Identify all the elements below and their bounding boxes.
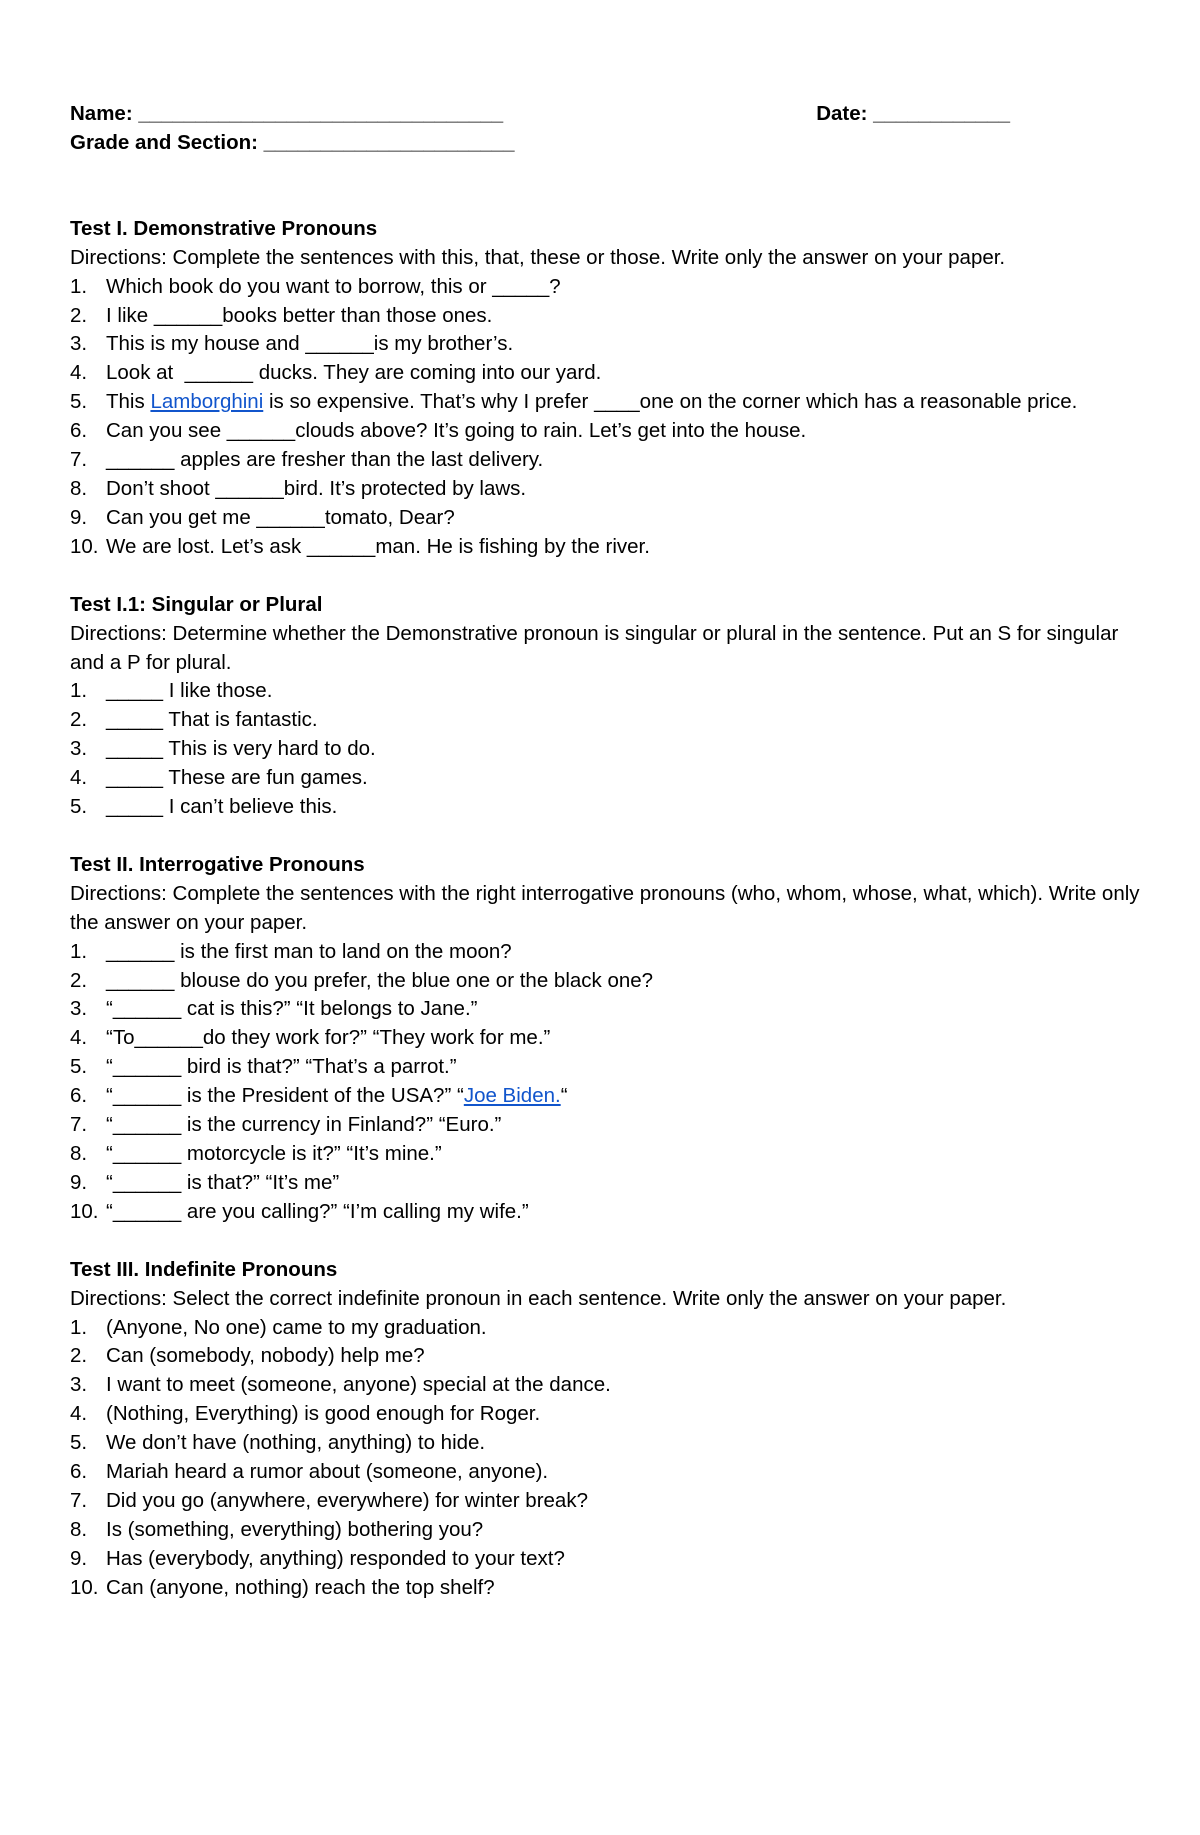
list-item [70, 1429, 1150, 1458]
item-number: 5. [70, 795, 88, 819]
item-text: “______ is that?” “It’s me” [106, 1170, 340, 1194]
item-text: Can (somebody, nobody) help me? [106, 1344, 425, 1368]
item-number: 6. [70, 1460, 88, 1484]
item-text-post: is so expensive. That’s why I prefer ____one on the corner which has a reasonable price. [263, 390, 1078, 414]
item-number: 1. [70, 939, 88, 963]
item-number: 6. [70, 1084, 88, 1108]
item-number: 8. [70, 476, 88, 500]
item-text: Can (anyone, nothing) reach the top shelf? [106, 1575, 495, 1599]
item-text: Which book do you want to borrow, this or _____? [106, 274, 561, 298]
list-item [70, 1371, 1150, 1400]
worksheet [70, 100, 1150, 1603]
item-text-pre: This [106, 390, 151, 414]
item-number: 3. [70, 737, 88, 761]
item-text: “To______do they work for?” “They work for me.” [106, 1026, 551, 1050]
test3-directions: Directions: Select the correct indefinite pronoun in each sentence. Write only the answer on your paper. [70, 1286, 1007, 1310]
item-number: 5. [70, 390, 88, 414]
test3-title: Test III. Indefinite Pronouns [70, 1257, 338, 1281]
item-text: Can you get me ______tomato, Dear? [106, 505, 455, 529]
item-number: 2. [70, 968, 88, 992]
item-text: I want to meet (someone, anyone) special at the dance. [106, 1373, 611, 1397]
test11-list [70, 677, 1150, 822]
test2-title: Test II. Interrogative Pronouns [70, 852, 365, 876]
item-number: 5. [70, 1431, 88, 1455]
list-item [70, 1198, 1150, 1227]
item-number: 9. [70, 1170, 88, 1194]
item-text: Look at ______ ducks. They are coming into our yard. [106, 361, 602, 385]
item-number: 3. [70, 1373, 88, 1397]
list-item [70, 417, 1150, 446]
item-number: 10. [70, 1575, 99, 1599]
list-item [70, 1516, 1150, 1545]
item-text: _____ This is very hard to do. [106, 737, 376, 761]
list-item [70, 1400, 1150, 1429]
list-item [70, 938, 1150, 967]
item-number: 4. [70, 766, 88, 790]
list-item [70, 302, 1150, 331]
item-number: 2. [70, 708, 88, 732]
item-number: 4. [70, 1026, 88, 1050]
list-item [70, 1111, 1150, 1140]
list-item [70, 504, 1150, 533]
item-text: Don’t shoot ______bird. It’s protected by laws. [106, 476, 527, 500]
item-text: Did you go (anywhere, everywhere) for winter break? [106, 1488, 588, 1512]
item-text: “______ is the currency in Finland?” “Euro.” [106, 1113, 502, 1137]
header-row [70, 100, 1150, 129]
list-item [70, 1458, 1150, 1487]
list-item [70, 1487, 1150, 1516]
item-text: ______ blouse do you prefer, the blue one or the black one? [106, 968, 654, 992]
list-item [70, 1082, 1150, 1111]
test3-list [70, 1314, 1150, 1603]
item-text: “______ bird is that?” “That’s a parrot.” [106, 1055, 457, 1079]
list-item [70, 1024, 1150, 1053]
test2-directions: Directions: Complete the sentences with the right interrogative pronouns (who, whom, whose, what, which). Write only the answer on your paper. [70, 881, 1140, 934]
list-item [70, 1169, 1150, 1198]
list-item [70, 735, 1150, 764]
item-number: 3. [70, 997, 88, 1021]
item-number: 9. [70, 505, 88, 529]
item-text: I like ______books better than those ones. [106, 303, 493, 327]
item-text: This is my house and ______is my brother’s. [106, 332, 514, 356]
item-text: We are lost. Let’s ask ______man. He is fishing by the river. [106, 534, 650, 558]
item-number: 7. [70, 448, 88, 472]
item-number: 8. [70, 1517, 88, 1541]
item-text: ______ is the first man to land on the moon? [106, 939, 512, 963]
list-item [70, 995, 1150, 1024]
grade-section-label: Grade and Section: ______________________ [70, 130, 515, 154]
list-item [70, 1545, 1150, 1574]
item-text: Mariah heard a rumor about (someone, anyone). [106, 1460, 549, 1484]
item-number: 10. [70, 1199, 99, 1223]
test1-title: Test I. Demonstrative Pronouns [70, 216, 378, 240]
joe-biden-link[interactable]: Joe Biden. [463, 1084, 561, 1108]
item-number: 1. [70, 1315, 88, 1339]
item-text: “______ cat is this?” “It belongs to Jane.” [106, 997, 478, 1021]
item-text-pre: “______ is the President of the USA?” “ [106, 1084, 464, 1108]
lamborghini-link[interactable]: Lamborghini [150, 390, 264, 414]
list-item [70, 1053, 1150, 1082]
item-number: 1. [70, 679, 88, 703]
list-item [70, 967, 1150, 996]
list-item [70, 359, 1150, 388]
item-text: _____ These are fun games. [106, 766, 368, 790]
date-field-label: Date: ____________ [816, 102, 1010, 125]
test11-title: Test I.1: Singular or Plural [70, 592, 323, 616]
item-text: _____ I like those. [106, 679, 273, 703]
list-item [70, 677, 1150, 706]
list-item [70, 273, 1150, 302]
item-number: 4. [70, 1402, 88, 1426]
list-item [70, 1342, 1150, 1371]
item-text: “______ motorcycle is it?” “It’s mine.” [106, 1142, 442, 1165]
list-item [70, 388, 1150, 417]
list-item [70, 475, 1150, 504]
item-number: 10. [70, 534, 99, 558]
item-text [106, 1082, 1150, 1111]
item-text: “______ are you calling?” “I’m calling my wife.” [106, 1199, 529, 1223]
test1-list [70, 273, 1150, 562]
item-text [106, 388, 1150, 417]
list-item [70, 446, 1150, 475]
list-item [70, 1314, 1150, 1343]
item-number: 8. [70, 1142, 88, 1165]
list-item [70, 764, 1150, 793]
list-item [70, 1140, 1150, 1169]
item-text: Can you see ______clouds above? It’s going to rain. Let’s get into the house. [106, 419, 807, 443]
item-number: 4. [70, 361, 88, 385]
item-text: (Anyone, No one) came to my graduation. [106, 1315, 487, 1339]
item-text: _____ That is fantastic. [106, 708, 318, 732]
item-number: 7. [70, 1488, 88, 1512]
item-text: (Nothing, Everything) is good enough for Roger. [106, 1402, 541, 1426]
list-item [70, 533, 1150, 562]
item-text: Has (everybody, anything) responded to your text? [106, 1546, 565, 1570]
item-number: 6. [70, 419, 88, 443]
item-text-post: “ [560, 1084, 568, 1108]
item-text: _____ I can’t believe this. [106, 795, 338, 819]
list-item [70, 793, 1150, 822]
list-item [70, 706, 1150, 735]
item-number: 5. [70, 1055, 88, 1079]
item-text: ______ apples are fresher than the last delivery. [106, 448, 544, 472]
item-number: 2. [70, 1344, 88, 1368]
test2-list [70, 938, 1150, 1227]
test1-directions: Directions: Complete the sentences with this, that, these or those. Write only the answer on your paper. [70, 245, 1006, 269]
item-number: 1. [70, 274, 88, 298]
test11-directions: Directions: Determine whether the Demonstrative pronoun is singular or plural in the sentence. Put an S for singular and a P for plural. [70, 621, 1119, 674]
list-item [70, 1574, 1150, 1603]
item-number: 3. [70, 332, 88, 356]
name-field-label: Name: ________________________________ [70, 102, 504, 125]
item-number: 7. [70, 1113, 88, 1137]
item-number: 2. [70, 303, 88, 327]
item-number: 9. [70, 1546, 88, 1570]
list-item [70, 330, 1150, 359]
item-text: Is (something, everything) bothering you? [106, 1517, 484, 1541]
item-text: We don’t have (nothing, anything) to hide. [106, 1431, 486, 1455]
